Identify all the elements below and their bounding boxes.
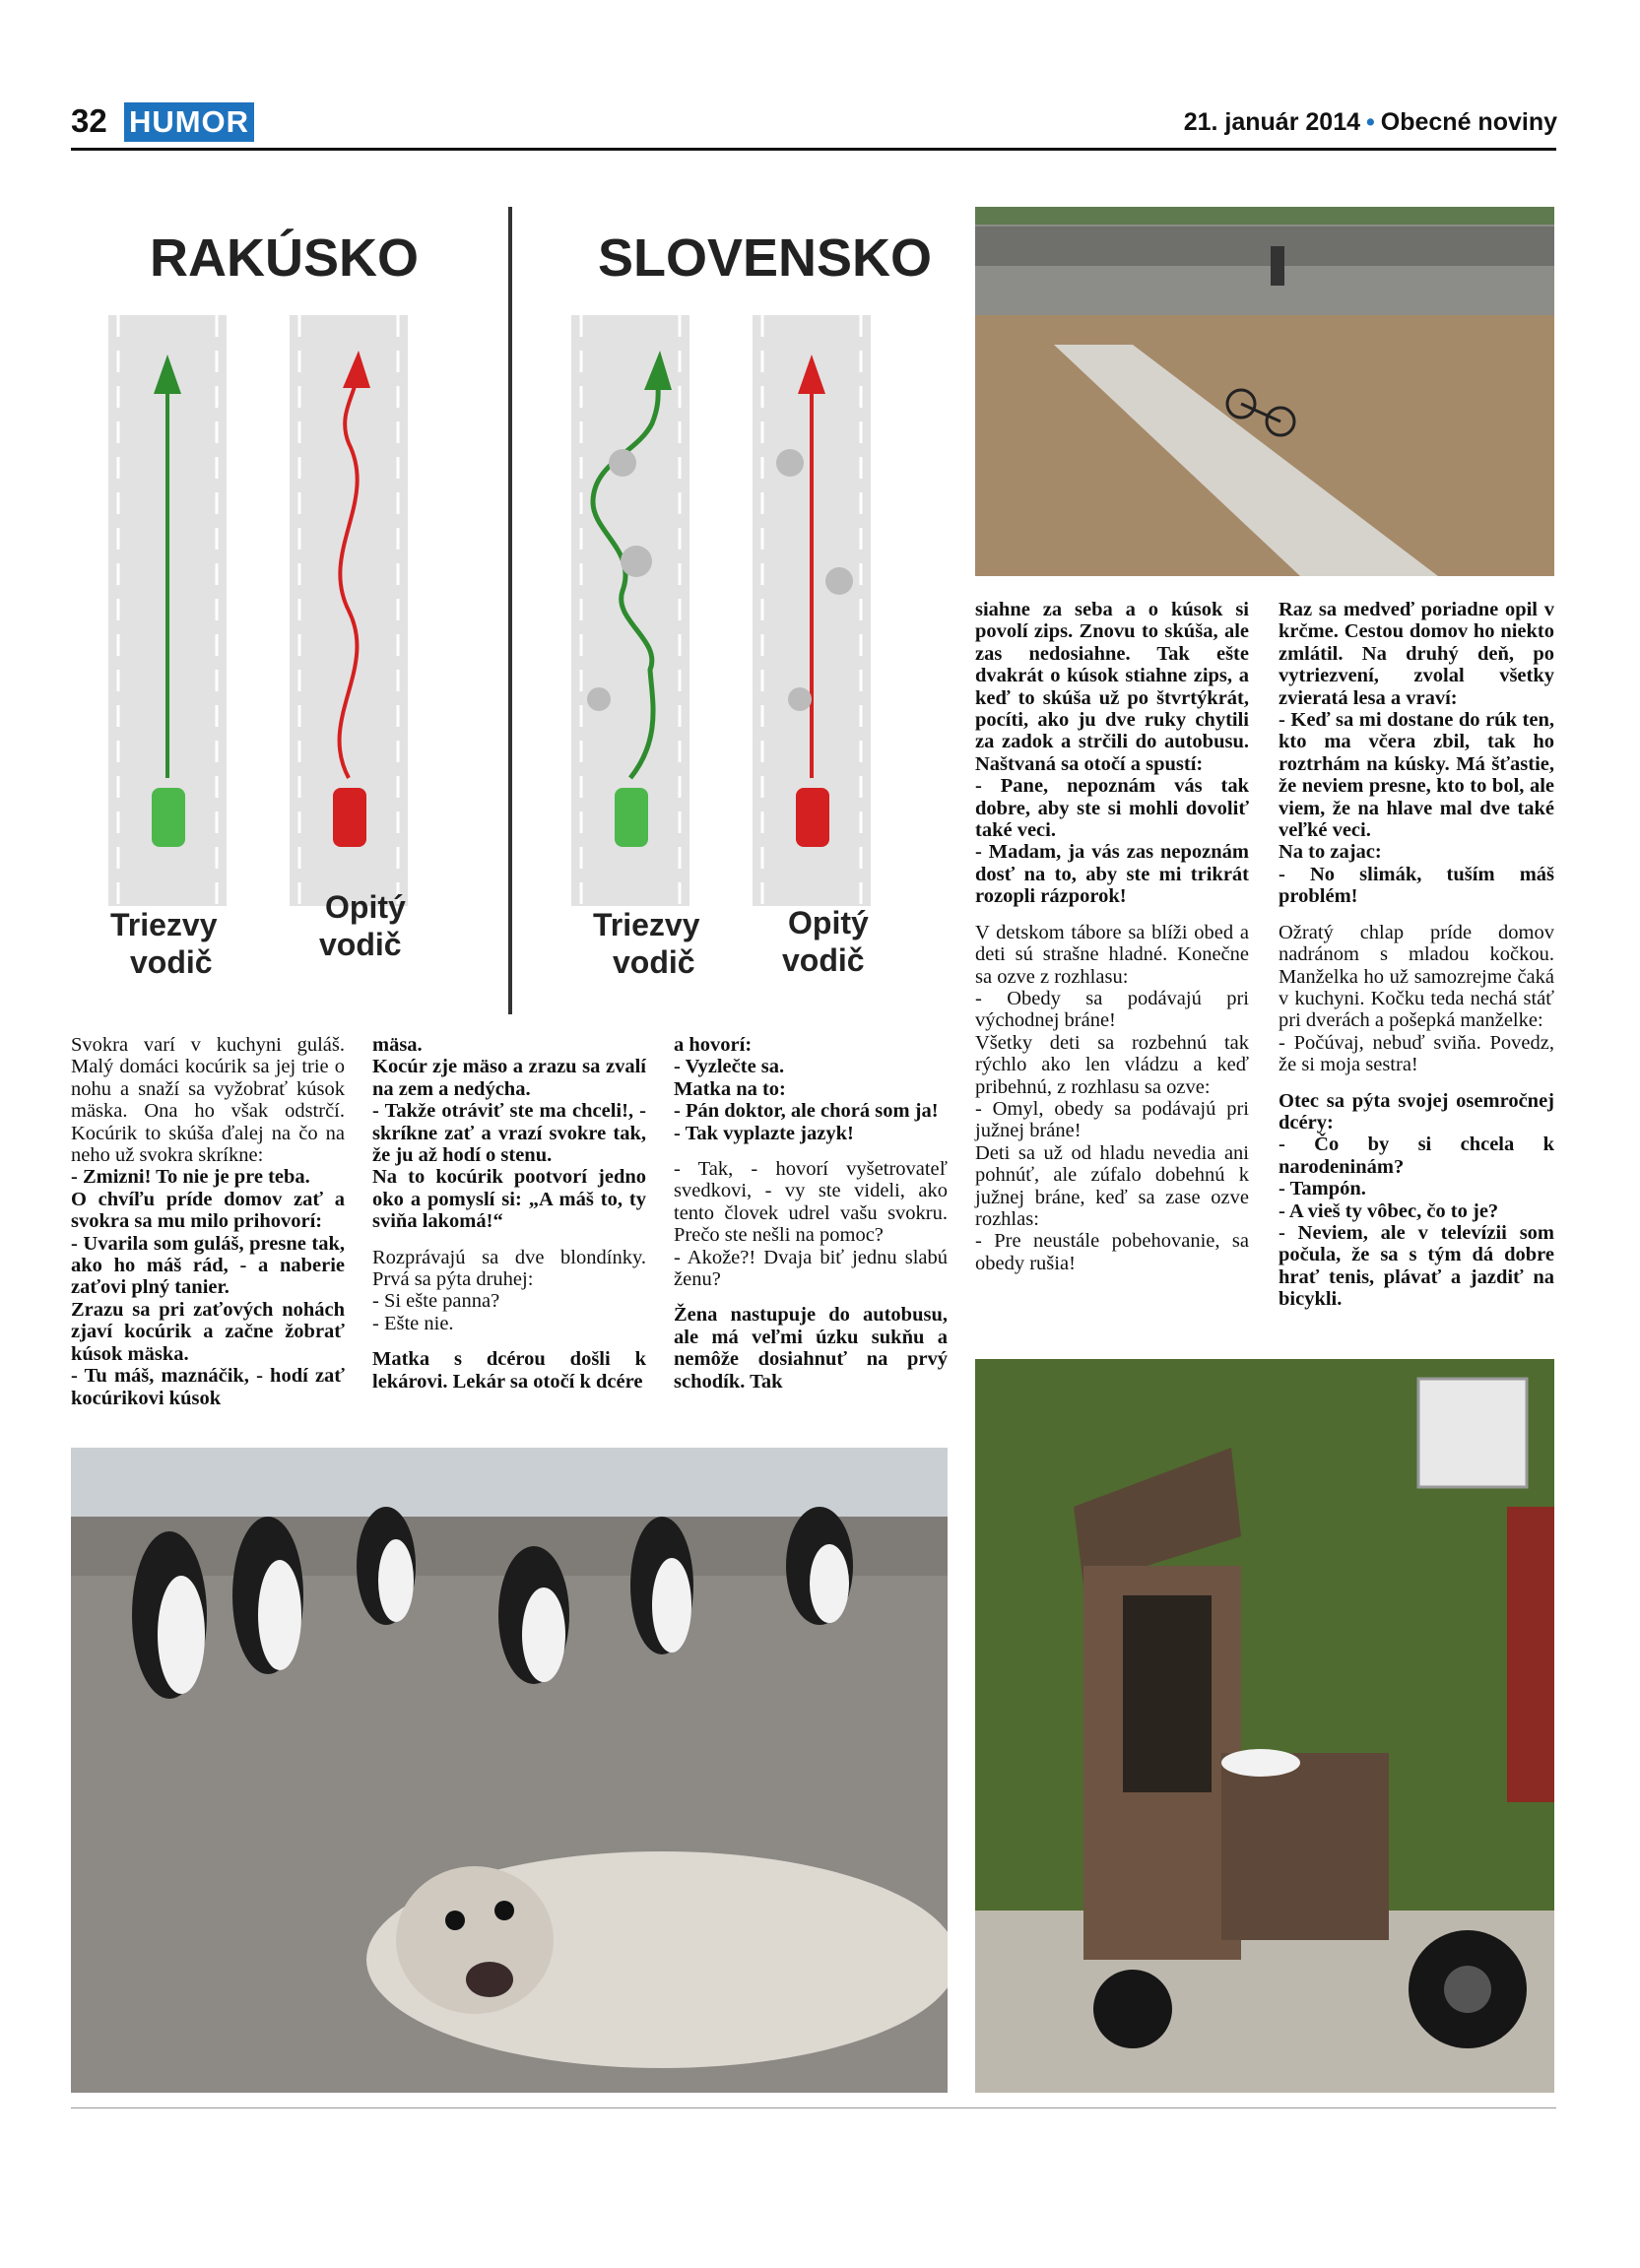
label-sober: Triezvy xyxy=(110,907,218,942)
column-2 xyxy=(372,1034,646,1393)
paragraph: a hovorí: xyxy=(674,1034,753,1056)
paragraph: Otec sa pýta svojej osemročnej dcéry: xyxy=(1279,1089,1554,1134)
paragraph: Matka s dcérou došli k lekárovi. Lekár sa otočí k dcére xyxy=(372,1348,646,1393)
paragraph: Matka na to: xyxy=(674,1077,786,1100)
paragraph: - Pán doktor, ale chorá som ja! xyxy=(674,1100,939,1123)
page-number: 32 xyxy=(71,102,107,139)
paragraph: - No slimák, tuším máš problém! xyxy=(1279,863,1554,908)
car-icon xyxy=(152,788,185,847)
paragraph: Raz sa medveď poriadne opil v krčme. Cestou domov ho niekto zmlátil. Na druhý deň, po vytriezvení, zvolal všetky zvieratá lesa a vraví: xyxy=(1279,599,1554,709)
paragraph: - Keď sa mi dostane do rúk ten, kto ma včera zbil, tak ho roztrhám na kúsky. Má šťastie, že neviem presne, kto to bol, ale viem, že na hlave mal dve také veľké veci. xyxy=(1279,709,1554,842)
car-icon xyxy=(333,788,366,847)
paragraph: siahne za seba a o kúsok si povolí zips. Znovu to skúša, ale zas nedosiahne. Tak ešte dvakrát o kúsok stiahne zips, a keď to skúša už po štvrtýkrát, pocíti, ako ju dve ruky chytili za zadok a strčili do autobusu. Naštvaná sa otočí a spustí: xyxy=(975,599,1249,775)
label-drunk: vodič xyxy=(782,942,865,978)
paragraph: O chvíľu príde domov zať a svokra sa mu milo prihovorí: xyxy=(71,1188,345,1233)
paragraph: Na to kocúrik pootvorí jedno oko a pomyslí si: „A máš to, ty sviňa lakomá!“ xyxy=(372,1166,646,1233)
label-sober: vodič xyxy=(613,944,695,980)
paragraph: Svokra varí v kuchyni guláš. Malý domáci kocúrik sa jej trie o nohu a snaží sa vyžobrať kúsok mäska. Ona ho však odstrčí. Kocúrik to skúša ďalej na čo na neho už svokra skríkne: xyxy=(71,1034,345,1167)
paragraph: - Počúvaj, nebuď sviňa. Povedz, že si moja sestra! xyxy=(1279,1031,1554,1076)
paragraph: Ožratý chlap príde domov nadránom s mladou kočkou. Manželka ho už samozrejme čaká v kuchyni. Kočku teda nechá stáť pri dverách a pošepká manželke: xyxy=(1279,921,1554,1032)
paragraph: - Vyzlečte sa. xyxy=(674,1056,785,1078)
right-title: SLOVENSKO xyxy=(598,228,933,288)
car-icon xyxy=(796,788,829,847)
section-label: HUMOR xyxy=(124,102,254,142)
column-4 xyxy=(975,599,1249,1274)
footer-rule xyxy=(71,2107,1556,2108)
paragraph: - Pre neustále pobehovanie, sa obedy rušia! xyxy=(975,1230,1249,1274)
paragraph: - Obedy sa podávajú pri východnej bráne! xyxy=(975,987,1249,1032)
paragraph: mäsa. xyxy=(372,1034,423,1056)
paragraph: - Zmizni! To nie je pre teba. xyxy=(71,1166,310,1189)
paragraph: - Tampón. xyxy=(1279,1178,1366,1200)
paragraph: Zrazu sa pri zaťových nohách zjaví kocúrik a začne žobrať kúsok mäska. xyxy=(71,1298,345,1365)
paragraph: - Uvarila som guláš, presne tak, ako ho máš rád, - a naberie zaťovi plný tanier. xyxy=(71,1232,345,1299)
paragraph: - Akože?! Dvaja biť jednu slabú ženu? xyxy=(674,1246,948,1291)
label-sober: vodič xyxy=(130,944,213,980)
driver-comparison-graphic xyxy=(71,207,938,1024)
bicycle-photo xyxy=(975,207,1554,576)
issue-info xyxy=(1184,108,1557,137)
paragraph: - Tak, - hovorí vyšetrovateľ svedkovi, - vy ste videli, ako tento človek udrel vašu svokru. Prečo ste nešli na pomoc? xyxy=(674,1158,948,1247)
paragraph: Deti sa už od hladu nevedia ani pohnúť, ale zúfalo dobehnú k južnej bráne, keď sa zase ozve rozhlas: xyxy=(975,1141,1249,1230)
column-1 xyxy=(71,1034,345,1409)
paragraph: - Čo by si chcela k narodeninám? xyxy=(1279,1134,1554,1178)
publication-name: Obecné noviny xyxy=(1380,108,1557,136)
paragraph: - Pane, nepoznám vás tak dobre, aby ste si mohli dovoliť také veci. xyxy=(975,775,1249,842)
paragraph: - Tu máš, maznáčik, - hodí zať kocúrikovi kúsok xyxy=(71,1365,345,1409)
label-drunk: Opitý xyxy=(325,889,406,925)
paragraph: V detskom tábore sa blíži obed a deti sú strašne hladné. Konečne sa ozve z rozhlasu: xyxy=(975,921,1249,988)
paragraph: Všetky deti sa rozbehnú tak rýchlo ako len vládzu a keď pribehnú, z rozhlasu sa ozve: xyxy=(975,1031,1249,1098)
paragraph: Kocúr zje mäso a zrazu sa zvalí na zem a nedýcha. xyxy=(372,1056,646,1100)
paragraph: Rozprávajú sa dve blondínky. Prvá sa pýta druhej: xyxy=(372,1246,646,1291)
road-slovakia-sober xyxy=(571,315,689,906)
separator-dot: • xyxy=(1366,108,1375,136)
label-drunk: Opitý xyxy=(788,905,869,940)
road-austria-drunk xyxy=(290,315,408,906)
road-slovakia-drunk xyxy=(753,315,871,906)
paragraph: - Ešte nie. xyxy=(372,1312,454,1334)
issue-date: 21. január 2014 xyxy=(1183,108,1361,136)
column-5 xyxy=(1279,599,1554,1311)
paragraph: - Si ešte panna? xyxy=(372,1290,500,1313)
paragraph: - A vieš ty vôbec, čo to je? xyxy=(1279,1199,1499,1222)
paragraph: - Omyl, obedy sa podávajú pri južnej bráne! xyxy=(975,1097,1249,1142)
left-title: RAKÚSKO xyxy=(150,228,420,288)
road-austria-sober xyxy=(108,315,227,906)
label-sober: Triezvy xyxy=(593,907,700,942)
header-rule xyxy=(71,148,1556,151)
paragraph: - Neviem, ale v televízii som počula, že sa s tým dá dobre hrať tenis, plávať a jazdiť na bicykli. xyxy=(1279,1221,1554,1311)
penguins-seal-photo xyxy=(71,1448,948,2093)
paragraph: - Tak vyplazte jazyk! xyxy=(674,1122,854,1144)
column-3 xyxy=(674,1034,948,1393)
outhouse-scooter-photo xyxy=(975,1359,1554,2093)
paragraph: - Madam, ja vás zas nepoznám dosť na to, aby ste mi trikrát rozopli rázporok! xyxy=(975,841,1249,908)
paragraph: Žena nastupuje do autobusu, ale má veľmi úzku sukňu a nemôže dosiahnuť na prvý schodík. Tak xyxy=(674,1304,948,1393)
paragraph: Na to zajac: xyxy=(1279,841,1382,864)
paragraph: - Takže otráviť ste ma chceli!, - skríkne zať a vrazí svokre tak, že ju až hodí o stenu. xyxy=(372,1100,646,1167)
car-icon xyxy=(615,788,648,847)
label-drunk: vodič xyxy=(319,927,402,962)
